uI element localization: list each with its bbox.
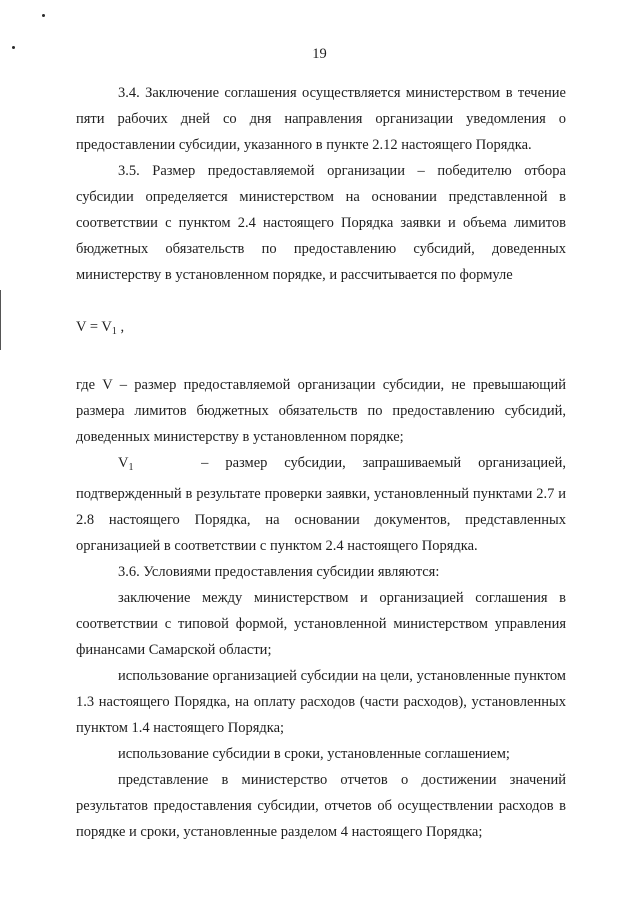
v1-symbol: $V_1$ [118,455,134,473]
paragraph-3-4: 3.4. Заключение соглашения осуществляется министерством в течение пяти рабочих дней со дня направления организации уведомления о предоставлении субсидии, указанного в пункте 2.12 настоящего Порядка. [76,85,566,153]
paragraph-where-v: где V – размер предоставляемой организации субсидии, не превышающий размера лимитов бюджетных обязательств по предоставлению субсидий, доведенных министерству в установленном порядке; [76,377,566,445]
formula [76,314,566,345]
condition-usage-purpose: использование организацией субсидии на цели, установленные пунктом 1.3 настоящего Порядка, на оплату расходов (части расходов), установленных пунктом 1.4 настоящего Порядка; [76,668,566,736]
scan-speck [42,14,45,17]
condition-agreement: заключение между министерством и организацией соглашения в соответствии с типовой формой, установленной министерством управления финансами Самарской области; [76,590,566,658]
formula-subscript: 1 [111,326,117,337]
condition-reports: представление в министерство отчетов о достижении значений результатов предоставления субсидии, отчетов об осуществлении расходов в порядке и сроки, установленные разделом 4 настоящего Порядка; [76,772,566,840]
paragraph-3-6: 3.6. Условиями предоставления субсидии являются: [118,564,440,580]
formula-tail: , [116,319,125,335]
formula-left: V = V [76,319,112,335]
document-body [76,80,566,845]
scan-margin-mark [0,290,1,350]
condition-usage-terms: использование субсидии в сроки, установленные соглашением; [118,746,510,762]
page-number: 19 [312,46,327,62]
paragraph-3-5: 3.5. Размер предоставляемой организации – победителю отбора субсидии определяется министерством на основании представленной в соответствии с пунктом 2.4 настоящего Порядка заявки и объема лимитов бюджетных обязательств по предоставлению субсидий, доведенных министерству в установленном порядке, и рассчитывается по формуле [76,163,566,283]
v1-definition-text: – размер субсидии, запрашиваемый организацией, подтвержденный в результате проверки заявки, установленный пунктами 2.7 и 2.8 настоящего Порядка, на основании документов, представленных организацией в соответствии с пунктом 2.4 настоящего Порядка. [76,455,566,554]
paragraph-v1-definition [76,450,566,559]
